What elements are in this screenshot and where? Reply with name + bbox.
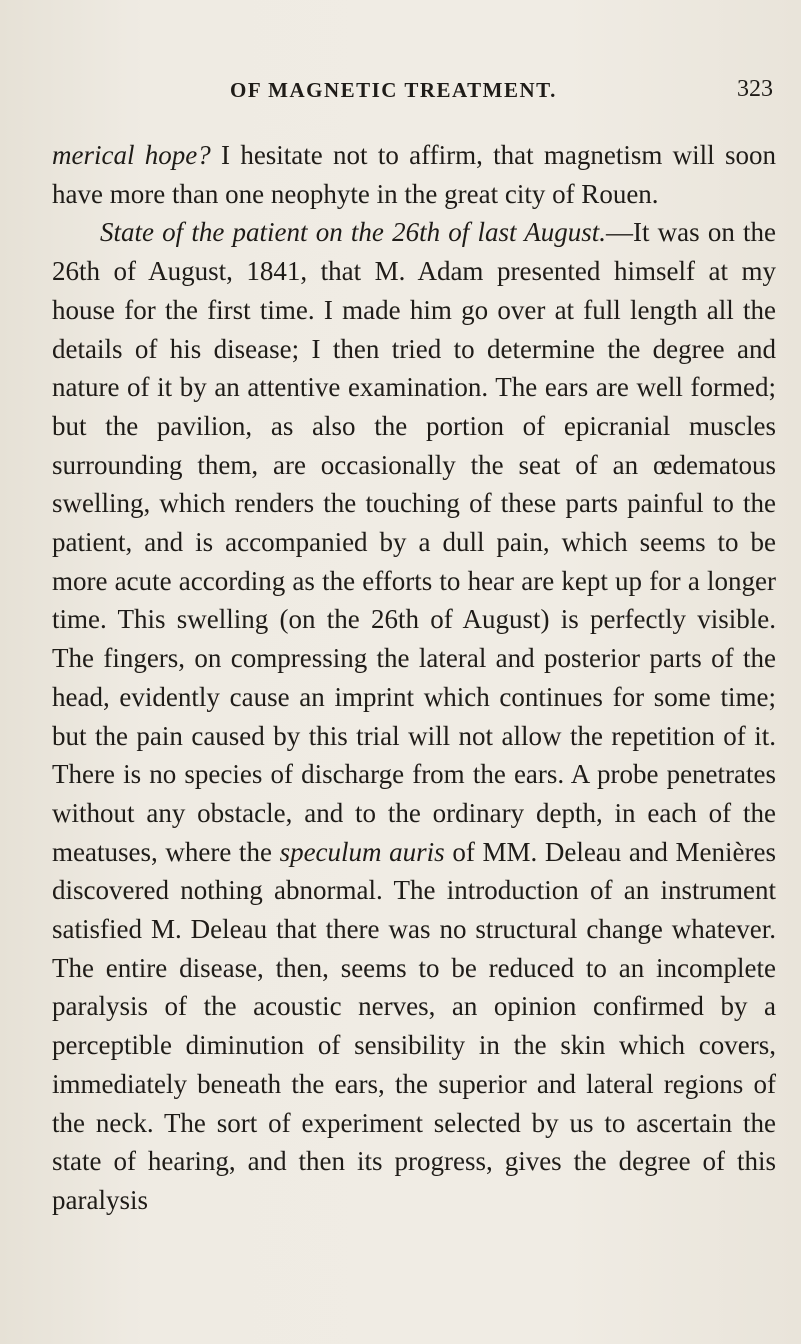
paragraph-1-segment-1: merical hope?	[52, 140, 211, 170]
paragraph-2-segment-4: of MM. Deleau and Menières discovered nothing abnormal. The introduction of an instrument satisfied M. Deleau that there was no structural change whatever. The entire disease, then, seems to be reduced to an incomplete paralysis of the acoustic nerves, an opinion confirmed by a perceptible diminution of sensibility in the skin which covers, immediately beneath the ears, the superior and lateral regions of the neck. The sort of experiment selected by us to ascertain the state of hearing, and then its progress, gives the degree of this paralysis	[52, 836, 776, 1215]
body-text	[52, 136, 776, 1220]
paragraph-2-segment-2: —It was on the 26th of August, 1841, that M. Adam presented himself at my house for the first time. I made him go over at full length all the details of his disease; I then tried to determine the degree and nature of it by an attentive examination. The ears are well formed; but the pavilion, as also the portion of epicranial muscles surrounding them, are occasionally the seat of an œdematous swelling, which renders the touching of these parts painful to the patient, and is accompanied by a dull pain, which seems to be more acute according as the efforts to hear are kept up for a longer time. This swelling (on the 26th of August) is perfectly visible. The fingers, on compressing the lateral and posterior parts of the head, evidently cause an imprint which continues for some time; but the pain caused by this trial will not allow the repetition of it. There is no species of discharge from the ears. A probe penetrates without any obstacle, and to the ordinary depth, in each of the meatuses, where the	[52, 217, 776, 867]
page-number: 323	[737, 76, 773, 102]
section-heading-italic: State of the patient on the 26th of last August.	[100, 217, 606, 248]
speculum-term: speculum auris	[279, 836, 445, 867]
running-title: OF MAGNETIC TREATMENT.	[230, 78, 557, 102]
running-head	[0, 62, 801, 102]
paragraph-1	[52, 136, 776, 213]
paragraph-1-segment-2: I hesitate not to affirm, that magnetism will soon have more than one neophyte in the great city of Rouen.	[52, 140, 776, 209]
paragraph-2	[52, 213, 776, 1219]
